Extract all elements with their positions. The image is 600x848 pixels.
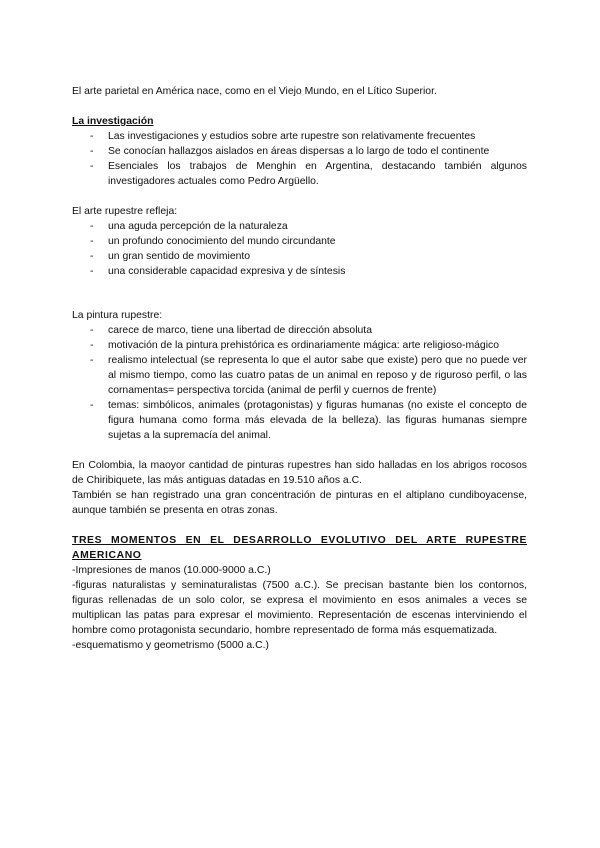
list-item: - realismo intelectual (se representa lo que el autor sabe que existe) pero que no puede ver al mismo tiempo, como las cuatro patas de un animal en reposo y de riguroso perfil, o las cornamentas= perspectiva torcida (animal de perfil y cuernos de frente) — [90, 355, 527, 396]
refleja-label: El arte rupestre refleja: — [72, 206, 178, 217]
intro-paragraph: El arte parietal en América nace, como en el Viejo Mundo, en el Lítico Superior. — [72, 86, 437, 97]
colombia-paragraph: En Colombia, la maoyor cantidad de pinturas rupestres han sido halladas en los abrigos rocosos de Chiribiquete, las más antiguas datadas en 19.510 años a.C. — [72, 460, 527, 486]
list-item: - Se conocían hallazgos aislados en áreas dispersas a lo largo de todo el continente — [90, 146, 490, 157]
list-item: - una considerable capacidad expresiva y de síntesis — [90, 266, 346, 277]
refleja-list — [72, 219, 527, 279]
list-item: - motivación de la pintura prehistórica es ordinariamente mágica: arte religioso-mágico — [90, 340, 499, 351]
list-item: - un profundo conocimiento del mundo circundante — [90, 236, 336, 247]
investigacion-list — [72, 129, 527, 189]
list-item: - carece de marco, tiene una libertad de dirección absoluta — [90, 325, 372, 336]
momentos-item-esquematismo: -esquematismo y geometrismo (5000 a.C.) — [72, 640, 269, 651]
investigacion-heading: La investigación — [72, 116, 154, 127]
momentos-heading: TRES MOMENTOS EN EL DESARROLLO EVOLUTIVO DEL ARTE RUPESTRE AMERICANO — [72, 535, 527, 561]
momentos-item-manos: -Impresiones de manos (10.000-9000 a.C.) — [72, 565, 271, 576]
list-item: - un gran sentido de movimiento — [90, 251, 251, 262]
list-item: - temas: simbólicos, animales (protagonistas) y figuras humanas (no existe el concepto de figura humana como forma más elevada de la belleza). las figuras humanas siempre sujetas a la supremacía del animal. — [90, 400, 527, 441]
pintura-label: La pintura rupestre: — [72, 310, 163, 321]
pintura-list — [72, 323, 527, 443]
momentos-item-naturalistas: -figuras naturalistas y seminaturalistas (7500 a.C.). Se precisan bastante bien los contornos, figuras rellenadas de un solo color, se expresa el movimiento en esos animales a veces se multiplican las patas para expresar el movimiento. Representación de escenas interviniendo el hombre como protagonista secundario, hombre representado de forma más esquematizada. — [72, 580, 527, 636]
list-item: - una aguda percepción de la naturaleza — [90, 221, 288, 232]
list-item: - Esenciales los trabajos de Menghin en Argentina, destacando también algunos investigadores actuales como Pedro Argüello. — [90, 161, 527, 187]
cundiboyacense-paragraph: También se han registrado una gran concentración de pinturas en el altiplano cundiboyacense, aunque también se presenta en otras zonas. — [72, 490, 527, 516]
document-page — [72, 84, 527, 653]
list-item: - Las investigaciones y estudios sobre arte rupestre son relativamente frecuentes — [90, 131, 476, 142]
